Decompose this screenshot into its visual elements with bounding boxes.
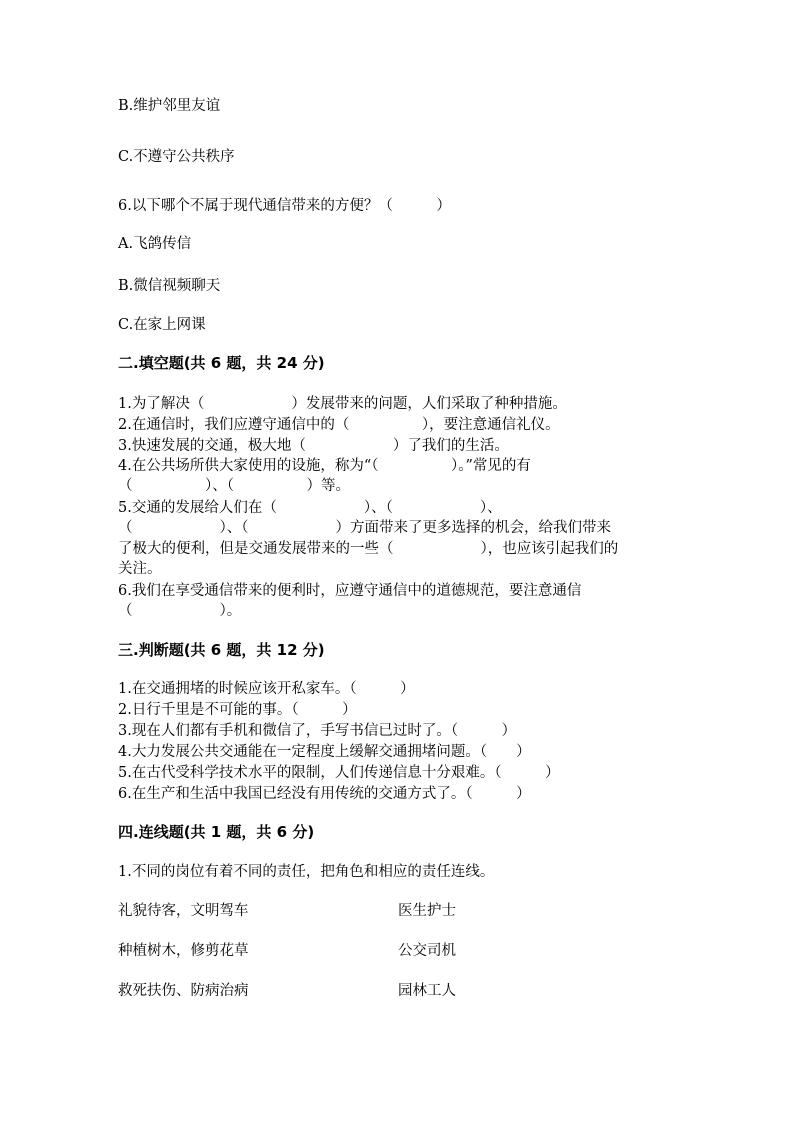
q6-option-a: A.飞鸽传信 bbox=[118, 236, 192, 252]
fill-line: 6.我们在享受通信带来的便利时，应遵守通信中的道德规范，要注意通信 bbox=[118, 583, 582, 599]
q6-option-c: C.在家上网课 bbox=[118, 317, 206, 333]
match-right-item: 园林工人 bbox=[398, 983, 456, 999]
q5-option-b: B.维护邻里友谊 bbox=[118, 98, 221, 114]
fill-line: 关注。 bbox=[118, 561, 162, 577]
judge-line: 6.在生产和生活中我国已经没有用传统的交通方式了。（ ） bbox=[118, 786, 531, 802]
judge-line: 2.日行千里是不可能的事。（ ） bbox=[118, 702, 357, 718]
fill-line: （ ）、（ ）方面带来了更多选择的机会，给我们带来 bbox=[118, 520, 611, 536]
match-stem: 1.不同的岗位有着不同的责任，把角色和相应的责任连线。 bbox=[118, 864, 495, 880]
match-left-item: 救死扶伤、防病治病 bbox=[118, 983, 249, 999]
fill-line: 2.在通信时，我们应遵守通信中的（ ），要注意通信礼仪。 bbox=[118, 417, 560, 433]
judge-line: 5.在古代受科学技术水平的限制，人们传递信息十分艰难。（ ） bbox=[118, 765, 560, 781]
judge-line: 3.现在人们都有手机和微信了，手写书信已过时了。（ ） bbox=[118, 723, 517, 739]
fill-line: 4.在公共场所供大家使用的设施，称为“（ ）。”常见的有 bbox=[118, 458, 531, 474]
fill-line: （ ）。 bbox=[118, 603, 242, 619]
q6-stem: 6.以下哪个不属于现代通信带来的方便？（ ） bbox=[118, 198, 451, 214]
judge-section-heading: 三.判断题(共 6 题，共 12 分) bbox=[118, 641, 325, 659]
fill-line: 1.为了解决（ ）发展带来的问题，人们采取了种种措施。 bbox=[118, 396, 567, 412]
q6-option-b: B.微信视频聊天 bbox=[118, 278, 221, 294]
q5-option-c: C.不遵守公共秩序 bbox=[118, 149, 235, 165]
fill-line: 3.快速发展的交通，极大地（ ）了我们的生活。 bbox=[118, 438, 509, 454]
fill-line: （ ）、（ ）等。 bbox=[118, 478, 350, 494]
judge-line: 1.在交通拥堵的时候应该开私家车。（ ） bbox=[118, 681, 415, 697]
fill-line: 了极大的便利，但是交通发展带来的一些（ ），也应该引起我们的 bbox=[118, 541, 619, 557]
fill-line: 5.交通的发展给人们在（ ）、（ ）、 bbox=[118, 500, 502, 516]
match-right-item: 医生护士 bbox=[398, 903, 456, 919]
match-left-item: 礼貌待客，文明驾车 bbox=[118, 903, 249, 919]
judge-line: 4.大力发展公共交通能在一定程度上缓解交通拥堵问题。（ ） bbox=[118, 744, 531, 760]
match-right-item: 公交司机 bbox=[398, 943, 456, 959]
fill-section-heading: 二.填空题(共 6 题，共 24 分) bbox=[118, 354, 325, 372]
match-section-heading: 四.连线题(共 1 题，共 6 分) bbox=[118, 823, 315, 841]
match-left-item: 种植树木，修剪花草 bbox=[118, 943, 249, 959]
